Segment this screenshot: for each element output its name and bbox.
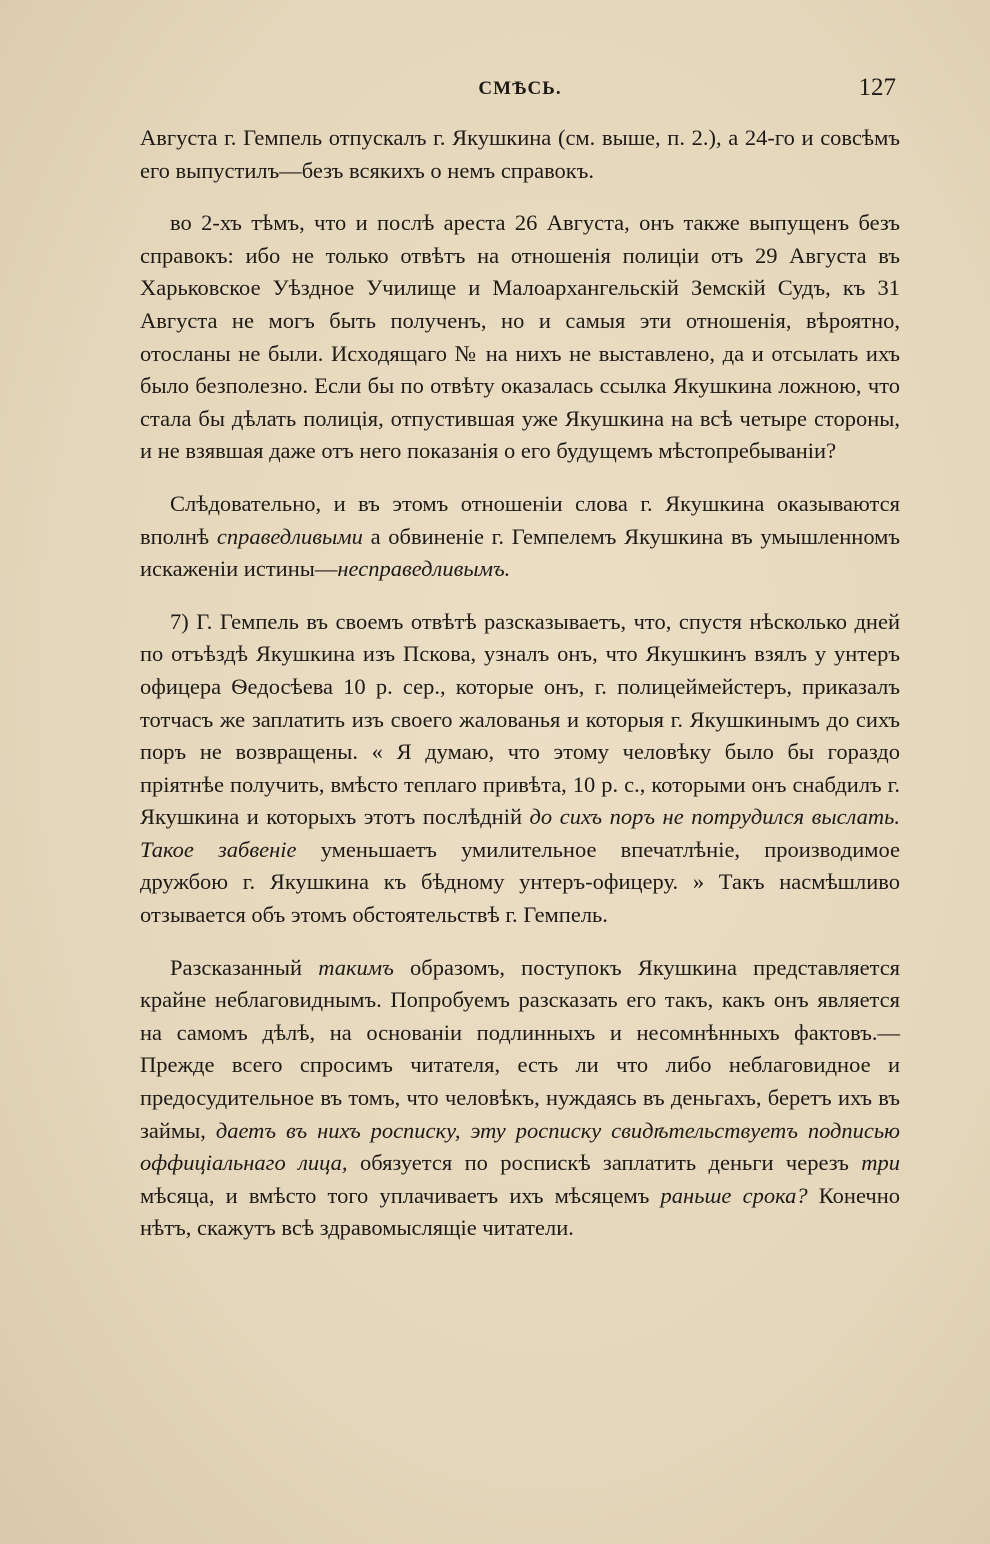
- paragraph-text: обязуется по роспискѣ заплатить деньги черезъ: [359, 1150, 849, 1176]
- page-number: 127: [858, 74, 896, 101]
- paragraph-point-seven: [140, 606, 900, 932]
- page-header: [140, 74, 900, 112]
- italic-phrase: три: [861, 1150, 901, 1176]
- paragraph-text: Конечно нѣтъ, скажутъ всѣ здравомыслящіе читатели.: [140, 1182, 900, 1241]
- paragraph-second-point: [140, 207, 900, 468]
- italic-phrase: справедливыми: [216, 523, 363, 549]
- paragraph-text: Разсказанный: [170, 954, 303, 980]
- italic-phrase: до сихъ поръ не потрудился выслать. Такое забвеніе: [140, 804, 901, 862]
- italic-phrase: несправедливымъ.: [337, 556, 511, 582]
- paragraph-text: уменьшаетъ умилительное впечатлѣніе, производимое дружбою г. Якушкина къ бѣдному унтеръ-офицеру. » Такъ насмѣшливо отзывается объ этомъ обстоятельствѣ г. Гемпель.: [140, 836, 900, 928]
- paragraph-narration: [140, 952, 900, 1245]
- paragraph-text: во 2-хъ тѣмъ, что и послѣ ареста 26 Августа, онъ также выпущенъ безъ справокъ: ибо не только отвѣтъ на отношенія полиціи отъ 29 Августа въ Харьковское Уѣздное Училище и Малоархангельскій Земскій Судъ, къ 31 Августа не могъ быть полученъ, но и самыя эти отношенія, вѣроятно, отосланы не были. Исходящаго № на нихъ не выставлено, да и отсылать ихъ было безполезно. Если бы по отвѣту оказалась ссылка Якушкина ложною, что стала бы дѣлать полиція, отпустившая уже Якушкина на всѣ четыре стороны, и не взявшая даже отъ него показанія о его будущемъ мѣстопребываніи?: [140, 210, 900, 464]
- paragraph-text: мѣсяца, и вмѣсто того уплачиваетъ ихъ мѣсяцемъ: [140, 1182, 650, 1208]
- paragraph-conclusion: [140, 488, 900, 586]
- paragraph-continuation: [140, 122, 900, 187]
- italic-phrase: даетъ въ нихъ росписку, эту росписку свидѣтельствуетъ подписью оффиціальнаго лица,: [140, 1117, 900, 1176]
- italic-phrase: такимъ: [318, 954, 394, 980]
- body-text: [140, 122, 900, 1245]
- paragraph-text: Августа г. Гемпель отпускалъ г. Якушкина (см. выше, п. 2.), а 24-го и совсѣмъ его выпустилъ—безъ всякихъ о немъ справокъ.: [140, 125, 900, 183]
- paragraph-text: Слѣдовательно, и въ этомъ отношеніи слова г. Якушкина оказываются вполнѣ: [140, 490, 900, 549]
- paragraph-text: 7) Г. Гемпель въ своемъ отвѣтѣ разсказываетъ, что, спустя нѣсколько дней по отъѣздѣ Якушкина изъ Пскова, узналъ онъ, что Якушкинъ взялъ у унтеръ офицера Ѳедосѣева 10 р. сер., которые онъ, г. полицеймейстеръ, приказалъ тотчасъ же заплатить изъ своего жалованья и которыя г. Якушкинымъ до сихъ поръ не возвращены. « Я думаю, что этому человѣку было бы гораздо пріятнѣе получить, вмѣсто теплаго привѣта, 10 р. с., которыми онъ снабдилъ г. Якушкина и которыхъ этотъ послѣдній: [140, 608, 900, 830]
- paragraph-text: образомъ, поступокъ Якушкина представляется крайне неблаговиднымъ. Попробуемъ разсказать его такъ, какъ онъ является на самомъ дѣлѣ, на основаніи подлинныхъ и несомнѣнныхъ фактовъ.—Прежде всего спросимъ читателя, есть ли что либо неблаговидное и предосудительное въ томъ, что человѣкъ, нуждаясь въ деньгахъ, беретъ ихъ въ займы,: [140, 954, 901, 1143]
- running-title: СМѢСЬ.: [478, 78, 562, 99]
- paragraph-text: а обвиненіе г. Гемпелемъ Якушкина въ умышленномъ искаженіи истины—: [140, 523, 901, 582]
- italic-phrase: раньше срока?: [660, 1182, 808, 1208]
